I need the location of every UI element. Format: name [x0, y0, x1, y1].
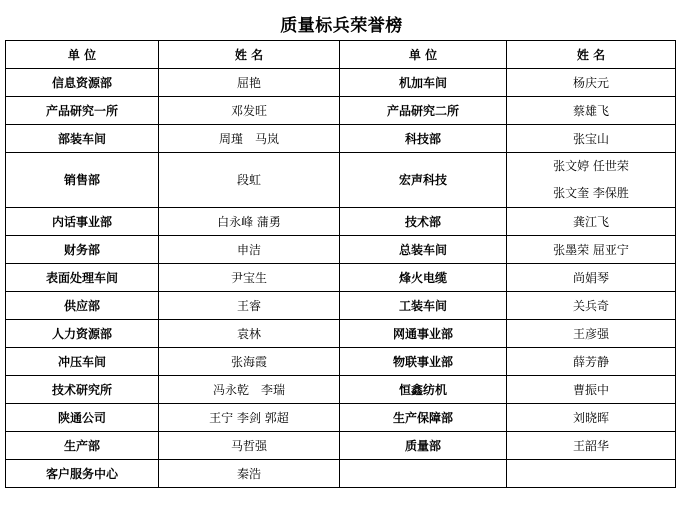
unit-cell: 总装车间	[340, 236, 507, 264]
unit-cell: 表面处理车间	[6, 264, 159, 292]
unit-cell: 部装车间	[6, 125, 159, 153]
name-cell	[159, 208, 340, 236]
person-names: 秦浩	[236, 466, 261, 481]
person-names: 尚娟琴	[572, 270, 609, 285]
person-names: 张墨荣 屈亚宁	[553, 242, 629, 257]
name-cell	[159, 125, 340, 153]
unit-cell: 宏声科技	[340, 153, 507, 208]
name-cell	[507, 208, 676, 236]
name-cell	[159, 264, 340, 292]
table-row	[6, 432, 676, 460]
name-cell	[507, 69, 676, 97]
person-names: 申洁	[236, 242, 261, 257]
name-cell	[159, 404, 340, 432]
person-names: 张文奎 李保胜	[553, 186, 629, 200]
name-cell	[507, 236, 676, 264]
unit-cell: 财务部	[6, 236, 159, 264]
table-row	[6, 208, 676, 236]
person-names: 张文婷 任世荣	[553, 159, 629, 173]
table-row	[6, 125, 676, 153]
name-cell	[159, 236, 340, 264]
unit-cell: 生产保障部	[340, 404, 507, 432]
unit-cell: 技术研究所	[6, 376, 159, 404]
honor-roll-table	[5, 40, 676, 488]
person-names: 蔡雄飞	[572, 103, 609, 118]
person-names: 袁林	[236, 326, 261, 341]
table-row	[6, 236, 676, 264]
person-names: 王韶华	[572, 438, 609, 453]
table-row	[6, 404, 676, 432]
header-unit-left: 单 位	[6, 41, 159, 69]
person-names: 邓发旺	[230, 103, 267, 118]
person-names: 曹振中	[572, 382, 609, 397]
name-cell	[507, 292, 676, 320]
table-body	[6, 69, 676, 488]
table-row	[6, 460, 676, 488]
unit-cell: 销售部	[6, 153, 159, 208]
table-header-row	[6, 41, 676, 69]
unit-cell: 信息资源部	[6, 69, 159, 97]
person-names: 周瑾 马岚	[218, 131, 279, 146]
table-row	[6, 348, 676, 376]
name-cell	[159, 348, 340, 376]
table-row	[6, 376, 676, 404]
name-cell	[159, 460, 340, 488]
table-row	[6, 292, 676, 320]
person-names: 龚江飞	[572, 214, 609, 229]
name-cell	[507, 432, 676, 460]
unit-cell: 陕通公司	[6, 404, 159, 432]
person-names: 尹宝生	[230, 270, 267, 285]
person-names: 王宁 李剑 郭超	[209, 410, 289, 425]
unit-cell: 质量部	[340, 432, 507, 460]
unit-cell: 生产部	[6, 432, 159, 460]
unit-cell: 工装车间	[340, 292, 507, 320]
name-cell	[159, 320, 340, 348]
person-names: 薛芳静	[572, 354, 609, 369]
unit-cell: 内话事业部	[6, 208, 159, 236]
name-cell	[159, 97, 340, 125]
name-cell	[159, 292, 340, 320]
name-cell	[507, 264, 676, 292]
unit-cell: 供应部	[6, 292, 159, 320]
unit-cell: 烽火电缆	[340, 264, 507, 292]
unit-cell: 恒鑫纺机	[340, 376, 507, 404]
unit-cell: 机加车间	[340, 69, 507, 97]
unit-cell: 网通事业部	[340, 320, 507, 348]
header-unit-right: 单 位	[340, 41, 507, 69]
name-cell	[159, 69, 340, 97]
unit-cell: 物联事业部	[340, 348, 507, 376]
header-name-left: 姓 名	[159, 41, 340, 69]
person-names: 王睿	[236, 298, 261, 313]
name-cell	[507, 460, 676, 488]
person-names: 张海霞	[230, 354, 267, 369]
header-name-right: 姓 名	[507, 41, 676, 69]
person-names: 白永峰 蒲勇	[217, 214, 281, 229]
unit-cell: 客户服务中心	[6, 460, 159, 488]
name-cell	[507, 348, 676, 376]
page-title: 质量标兵荣誉榜	[280, 16, 403, 36]
person-names: 段虹	[236, 173, 261, 187]
person-names: 冯永乾 李瑞	[212, 382, 285, 397]
person-names: 马哲强	[230, 438, 267, 453]
person-names: 关兵奇	[572, 298, 609, 313]
table-row	[6, 97, 676, 125]
name-cell	[159, 432, 340, 460]
person-names: 屈艳	[236, 75, 261, 90]
unit-cell: 技术部	[340, 208, 507, 236]
name-cell	[507, 376, 676, 404]
unit-cell: 人力资源部	[6, 320, 159, 348]
person-names: 杨庆元	[572, 75, 609, 90]
name-cell	[507, 125, 676, 153]
table-row	[6, 320, 676, 348]
table-row	[6, 153, 676, 208]
person-names: 张宝山	[572, 131, 609, 146]
unit-cell: 冲压车间	[6, 348, 159, 376]
person-names: 王彦强	[572, 326, 609, 341]
name-cell	[507, 97, 676, 125]
table-row	[6, 69, 676, 97]
unit-cell	[340, 460, 507, 488]
name-cell	[507, 153, 676, 208]
name-cell	[507, 404, 676, 432]
unit-cell: 科技部	[340, 125, 507, 153]
unit-cell: 产品研究二所	[340, 97, 507, 125]
unit-cell: 产品研究一所	[6, 97, 159, 125]
name-cell	[159, 153, 340, 208]
name-cell	[507, 320, 676, 348]
table-row	[6, 264, 676, 292]
person-names: 刘晓晖	[572, 410, 609, 425]
name-cell	[159, 376, 340, 404]
